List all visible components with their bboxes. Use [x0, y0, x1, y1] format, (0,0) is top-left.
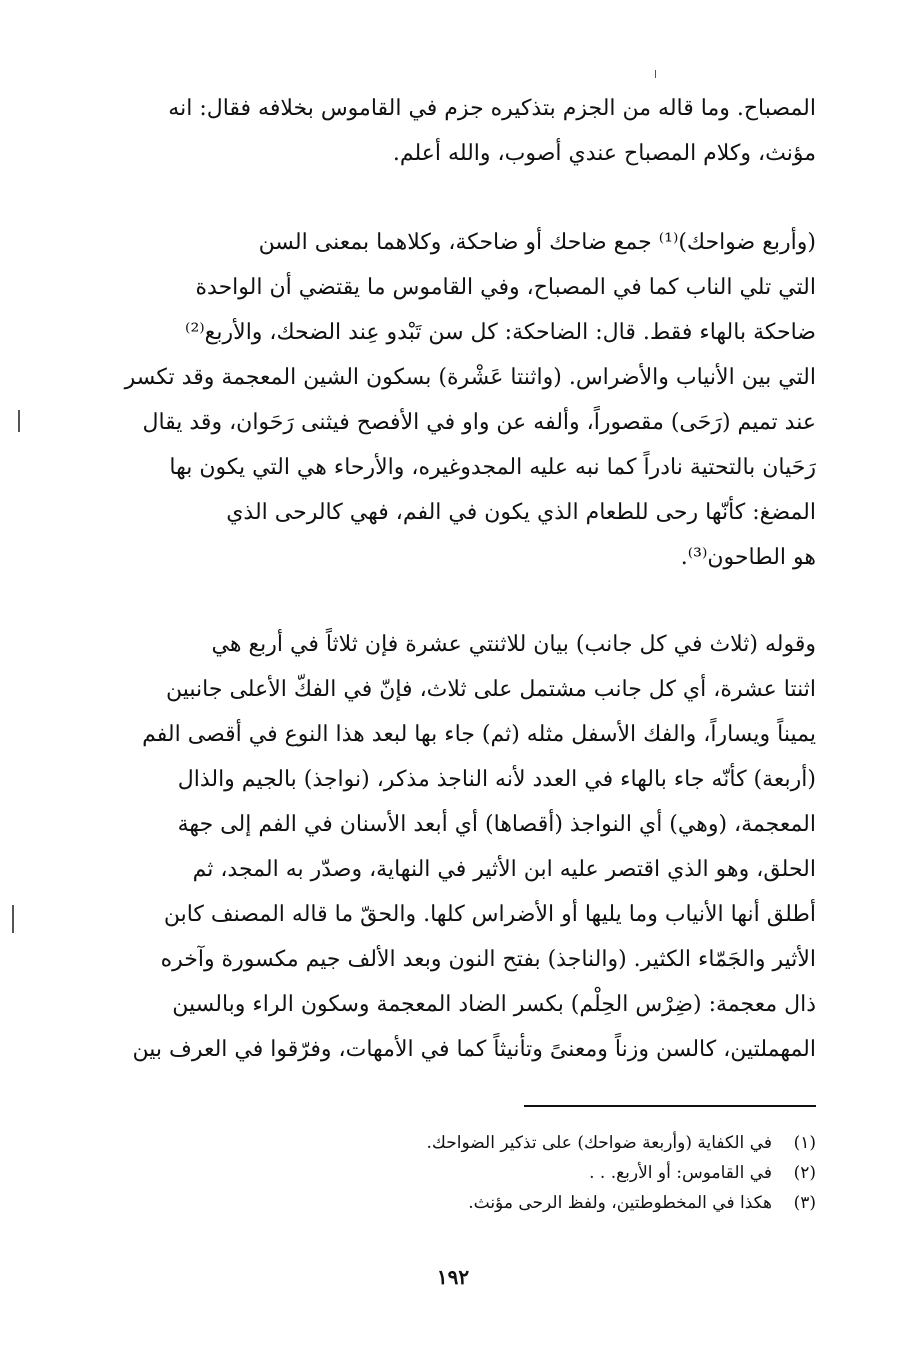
footnote-text: في القاموس: أو الأربع. . .	[589, 1163, 772, 1183]
paragraph-2	[96, 220, 816, 580]
text-line: يميناً ويساراً، والفك الأسفل مثله (ثم) جاء بها لبعد هذا النوع في أقصى الفم	[142, 722, 816, 747]
text-line: المهملتين، كالسن وزناً ومعنىً وتأنيثاً كما في الأمهات، وفرّقوا في العرف بين	[132, 1037, 816, 1062]
text-line: المصباح. وما قاله من الجزم بتذكيره جزم في القاموس بخلافه فقال: انه	[168, 96, 816, 121]
page-number: ١٩٢	[436, 1265, 470, 1289]
footnote-text: في الكفاية (وأربعة ضواحك) على تذكير الضواحك.	[426, 1133, 772, 1153]
scan-mark	[18, 410, 20, 432]
text-line: (أربعة) كأنّه جاء بالهاء في العدد لأنه الناجذ مذكر، (نواجذ) بالجيم والذال	[177, 767, 816, 792]
footnote-1	[300, 1128, 816, 1158]
paragraph-1	[96, 86, 816, 176]
footnote-text: هكذا في المخطوطتين، ولفظ الرحى مؤنث.	[468, 1193, 772, 1213]
text-line: (وأربع ضواحك)⁽¹⁾ جمع ضاحك أو ضاحكة، وكلاهما بمعنى السن	[258, 230, 816, 255]
footnote-2	[300, 1158, 816, 1188]
footnote-number: (٢)	[793, 1163, 816, 1183]
scan-mark	[655, 70, 656, 78]
text-line: هو الطاحون⁽³⁾.	[680, 545, 816, 570]
text-line: مؤنث، وكلام المصباح عندي أصوب، والله أعلم.	[392, 141, 816, 166]
text-line: الأثير والجَمّاء الكثير. (والناجذ) بفتح النون وبعد الألف جيم مكسورة وآخره	[160, 947, 816, 972]
text-line: عند تميم (رَحَى) مقصوراً، وألفه عن واو في الأفصح فيثنى رَحَوان، وقد يقال	[142, 410, 816, 435]
footnote-3	[300, 1188, 816, 1218]
footnote-separator	[524, 1105, 816, 1107]
text-line: اثنتا عشرة، أي كل جانب مشتمل على ثلاث، فإنّ في الفكّ الأعلى جانبين	[166, 677, 816, 702]
footnotes	[300, 1128, 816, 1218]
paragraph-3	[96, 622, 816, 1072]
text-line: الحلق، وهو الذي اقتصر عليه ابن الأثير في النهاية، وصدّر به المجد، ثم	[192, 857, 816, 882]
text-line: المضغ: كأنّها رحى للطعام الذي يكون في الفم، فهي كالرحى الذي	[226, 500, 816, 525]
text-line: ذال معجمة: (ضِرْس الحِلْم) بكسر الضاد المعجمة وسكون الراء وبالسين	[172, 992, 816, 1017]
text-line: المعجمة، (وهي) أي النواجذ (أقصاها) أي أبعد الأسنان في الفم إلى جهة	[177, 812, 816, 837]
text-line: رَحَيان بالتحتية نادراً كما نبه عليه المجدوغيره، والأرحاء هي التي يكون بها	[169, 455, 816, 480]
text-line: وقوله (ثلاث في كل جانب) بيان للاثنتي عشرة فإن ثلاثاً في أربع هي	[211, 632, 816, 657]
footnote-number: (١)	[793, 1133, 816, 1153]
footnote-number: (٣)	[793, 1193, 816, 1213]
text-line: ضاحكة بالهاء فقط. قال: الضاحكة: كل سن تَبْدو عِند الضحك، والأربع⁽²⁾	[185, 320, 816, 345]
scan-mark	[12, 905, 14, 933]
text-line: التي تلي الناب كما في المصباح، وفي القاموس ما يقتضي أن الواحدة	[195, 275, 816, 300]
text-line: أطلق أنها الأنياب وما يليها أو الأضراس كلها. والحقّ ما قاله المصنف كابن	[163, 902, 816, 927]
text-line: التي بين الأنياب والأضراس. (واثنتا عَشْرة) بسكون الشين المعجمة وقد تكسر	[124, 365, 816, 390]
